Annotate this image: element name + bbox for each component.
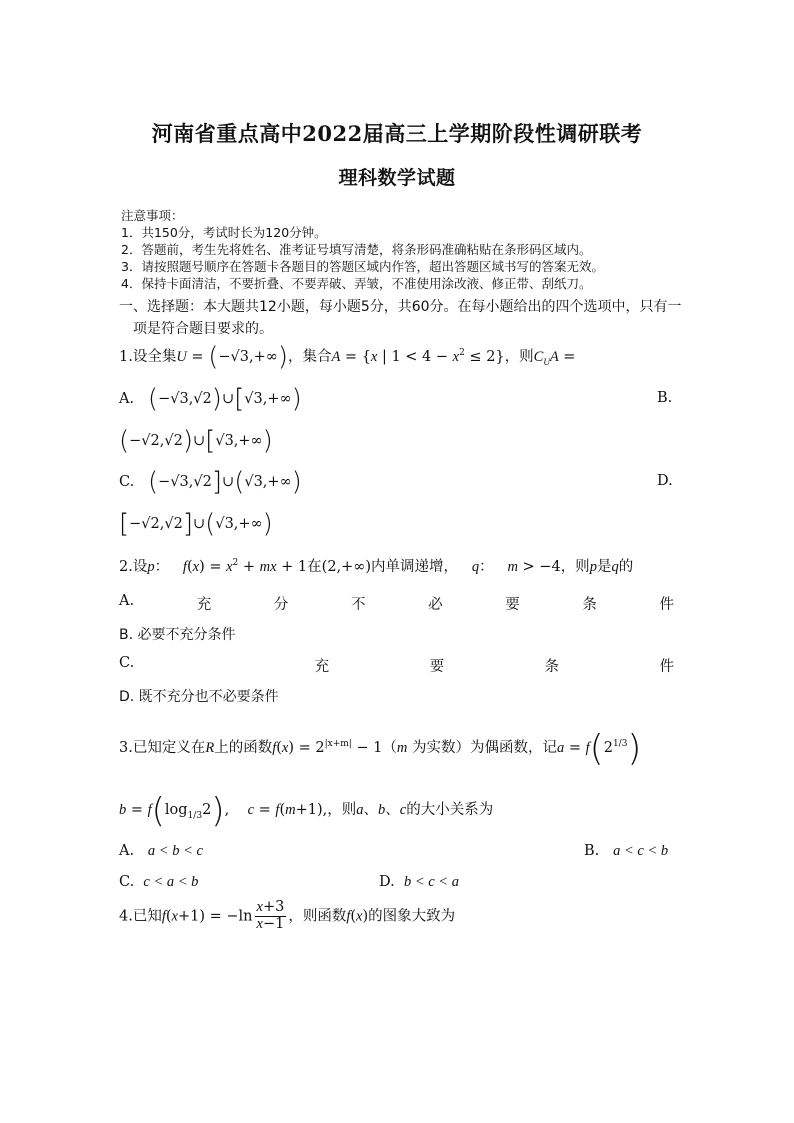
question-1-option-d-label[interactable]: D. [657, 473, 673, 489]
notice-item-2: 2．答题前，考生先将姓名、准考证号填写清楚，将条形码准确粘贴在条形码区域内。 [121, 242, 592, 257]
question-2-option-c[interactable]: C. 充 要 条 件 [119, 655, 674, 675]
question-3-option-a[interactable]: A. a < b < c [119, 843, 203, 859]
question-3-stem-line-2: $b = f(\log_{1/3}2)$, c = f(m+1),，则a、b、c的大小关系为 [119, 791, 494, 831]
exam-title: 河南省重点高中2022届高三上学期阶段性调研联考 [151, 121, 643, 146]
question-2-option-a[interactable]: A. 充 分 不 必 要 条 件 [119, 593, 674, 613]
notice-item-3: 3．请按照题号顺序在答题卡各题目的答题区域内作答，超出答题区域书写的答案无效。 [121, 259, 604, 274]
notice-item-4: 4．保持卡面清洁，不要折叠、不要弄破、弄皱，不准使用涂改液、修正带、刮纸刀。 [121, 276, 592, 291]
question-3-stem-line-1: 3.已知定义在R上的函数$f(x) = 2^{|x+m|} - 1(m$ 为实数）为偶函数，记$a = f(2^{1/3})$ [119, 728, 642, 769]
question-3-option-b[interactable]: B. a < c < b [584, 843, 669, 859]
question-1-option-a[interactable]: A. (−√3,√2)∪[√3,+∞) [119, 384, 302, 414]
question-1-option-b-label[interactable]: B. [657, 390, 673, 406]
question-2-stem: 2.设p： $f(x) = x^2$ + mx + 1在(2,+∞)内单调递增， q： m > −4，则p是q的 [119, 558, 634, 575]
section-line-2: 项是符合题目要求的。 [133, 321, 273, 337]
exam-subtitle: 理科数学试题 [338, 167, 456, 189]
notice-heading: 注意事项： [121, 208, 184, 223]
question-3-option-d[interactable]: D. b < c < a [379, 874, 459, 890]
section-line-1: 一、选择题：本大题共12小题，每小题5分，共60分。在每小题给出的四个选项中，只有一 [119, 299, 682, 315]
question-4-stem: 4.已知f(x+1) = −ln $\frac{x+3}{x-1}$ ，则函数f(x)的图象大致为 [119, 899, 456, 932]
question-1-stem: 1.设全集U = (−√3,+∞)，集合A = {x | $1 < 4 - x^2 \le 2$}，则$C_UA$ = [119, 342, 576, 372]
question-1-option-d[interactable]: [−√2,√2]∪(√3,+∞) [119, 509, 273, 539]
question-2-option-d[interactable]: D. 既不充分也不必要条件 [119, 689, 279, 705]
question-2-option-b[interactable]: B. 必要不充分条件 [119, 627, 236, 643]
notice-item-1: 1．共150分，考试时长为120分钟。 [121, 225, 327, 240]
question-3-option-c[interactable]: C. c < a < b [119, 874, 199, 890]
question-1-option-c[interactable]: C. (−√3,√2]∪(√3,+∞) [119, 467, 302, 497]
question-1-option-b[interactable]: (−√2,√2)∪[√3,+∞) [119, 426, 273, 456]
